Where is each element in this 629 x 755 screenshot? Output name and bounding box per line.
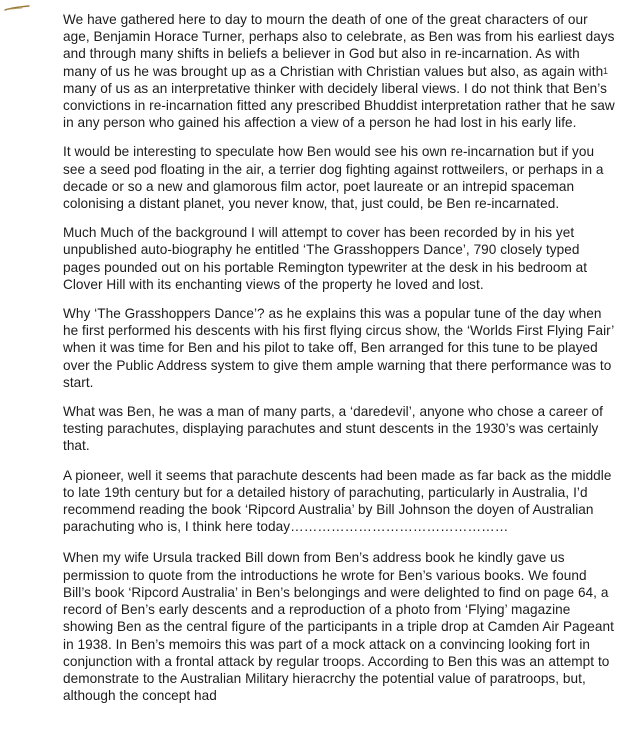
paragraph-autobiography: Much Much of the background I will attempt to cover has been recorded by in his yet unpublished auto-biography he entitled ‘The Grasshoppers Dance’, 790 closely typed pages pounded out on his portable Remington typewriter at the desk in his bedroom at Clover Hill with its enchanting views of the property he loved and lost. xyxy=(63,225,588,292)
paragraph-daredevil: What was Ben, he was a man of many parts, a ‘daredevil’, anyone who chose a career of testing parachutes, displaying parachutes and stunt descents in the 1930’s was certainly that. xyxy=(63,404,603,454)
paragraph-ripcord-australia: When my wife Ursula tracked Bill down from Ben’s address book he kindly gave us permission to quote from the introductions he wrote for Ben’s various books. We found Bill’s book ‘Ripcord Australia’ in Ben’s belongings and were delighted to find on page 64, a record of Ben’s early descents and a reproduction of a photo from ‘Flying’ magazine showing Ben as the central figure of the participants in a triple drop at Camden Air Pageant in 1938. In Ben’s memoirs this was part of a mock attack on a convincing looking fort in conjunction with a frontal attack by regular troops. According to Ben this was an attempt to demonstrate to the Australian Military hieracrchy the potential value of paratroops, but, although the concept had xyxy=(63,550,614,704)
paragraph-pioneer: A pioneer, well it seems that parachute descents had been made as far back as the middle to late 19th century but for a detailed history of parachuting, particularly in Australia, I’d recommend reading the book ‘Ripcord Australia’ by Bill Johnson the doyen of Australian parachuting who is, I think here today………………………………………… xyxy=(63,467,612,535)
paragraph-opening: We have gathered here to day to mourn the death of one of the great characters of our age, Benjamin Horace Turner, perhaps also to celebrate, as Ben was from his earliest days and through many shifts in beliefs a believer in God but also in re-incarnation. As with many of us he was brought up as a Christian with Christian values but also, as again with many of us as an interpretative thinker with decidely liberal views. I do not think that Ben’s convictions in re-incarnation fitted any prescribed Bhuddist interpretation rather that he saw in any person who gained his affection a view of a person he had lost in his early life. xyxy=(63,12,615,131)
pen-mark-icon xyxy=(4,4,30,12)
letter-body xyxy=(63,11,615,716)
paragraph-grasshoppers-dance: Why ‘The Grasshoppers Dance’? as he explains this was a popular tune of the day when he first performed his descents with his first flying circus show, the ‘Worlds First Flying Fair’ when it was time for Ben and his pilot to take off, Ben arranged for this tune to be played over the Public Address system to give them ample warning that there performance was to start. xyxy=(63,306,614,390)
paragraph-reincarnation: It would be interesting to speculate how Ben would see his own re-incarnation but if you see a seed pod floating in the air, a terrier dog fighting against rottweilers, or perhaps in a decade or so a new and glamorous film actor, poet laureate or an intrepid spaceman colonising a distant planet, you never know, that, just could, be Ben re-incarnated. xyxy=(63,144,604,212)
page-number: 1 xyxy=(603,66,609,76)
